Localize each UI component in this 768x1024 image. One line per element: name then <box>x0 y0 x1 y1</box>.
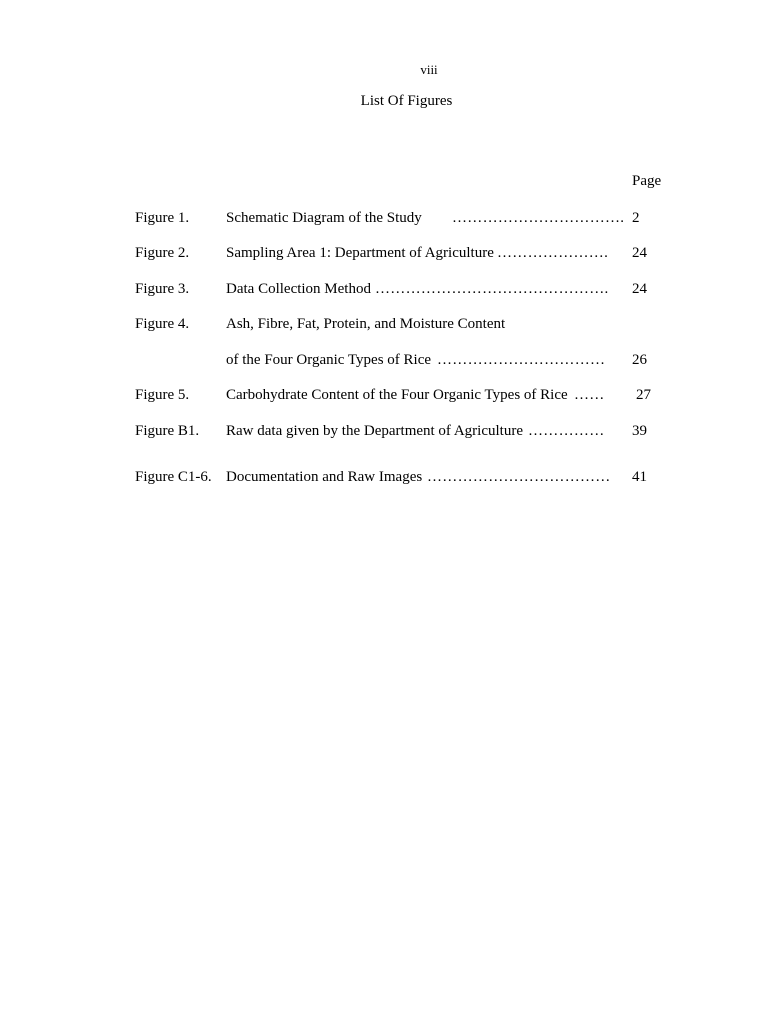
figure-label: Figure 1. <box>135 210 190 226</box>
figure-label: Figure 2. <box>135 245 190 261</box>
figure-page-number: 39 <box>632 423 647 439</box>
dot-leader: …………………. <box>497 245 609 261</box>
figure-title: Raw data given by the Department of Agriculture <box>226 423 523 439</box>
figure-title: Data Collection Method <box>226 281 371 297</box>
figure-title: Ash, Fibre, Fat, Protein, and Moisture Content <box>226 316 506 332</box>
dot-leader: …………… <box>528 423 605 439</box>
figure-page-number: 26 <box>632 352 647 368</box>
figure-title: Sampling Area 1: Department of Agriculture <box>226 245 494 261</box>
figure-title: Carbohydrate Content of the Four Organic Types of Rice <box>226 387 568 403</box>
figure-title: Documentation and Raw Images <box>226 469 423 485</box>
figure-label: Figure C1-6. <box>135 469 212 485</box>
dot-leader: …… <box>574 387 605 403</box>
figure-page-number: 2 <box>632 210 640 226</box>
dot-leader: ……………………………. <box>452 210 625 226</box>
page-column-header: Page <box>632 173 662 189</box>
figure-label: Figure B1. <box>135 423 200 439</box>
figure-page-number: 24 <box>632 245 647 261</box>
figure-page-number: 24 <box>632 281 647 297</box>
dot-leader: ……………………………… <box>427 469 611 485</box>
page-number: viii <box>420 62 438 77</box>
figure-title-continuation: of the Four Organic Types of Rice <box>226 352 432 368</box>
figure-label: Figure 4. <box>135 316 190 332</box>
figure-label: Figure 3. <box>135 281 190 297</box>
dot-leader: …………………………… <box>437 352 606 368</box>
figure-page-number: 27 <box>636 387 651 403</box>
dot-leader: ………………………………………. <box>375 281 609 297</box>
figure-page-number: 41 <box>632 469 647 485</box>
page-title: List Of Figures <box>360 93 453 109</box>
figure-label: Figure 5. <box>135 387 190 403</box>
figure-title: Schematic Diagram of the Study <box>226 210 422 226</box>
